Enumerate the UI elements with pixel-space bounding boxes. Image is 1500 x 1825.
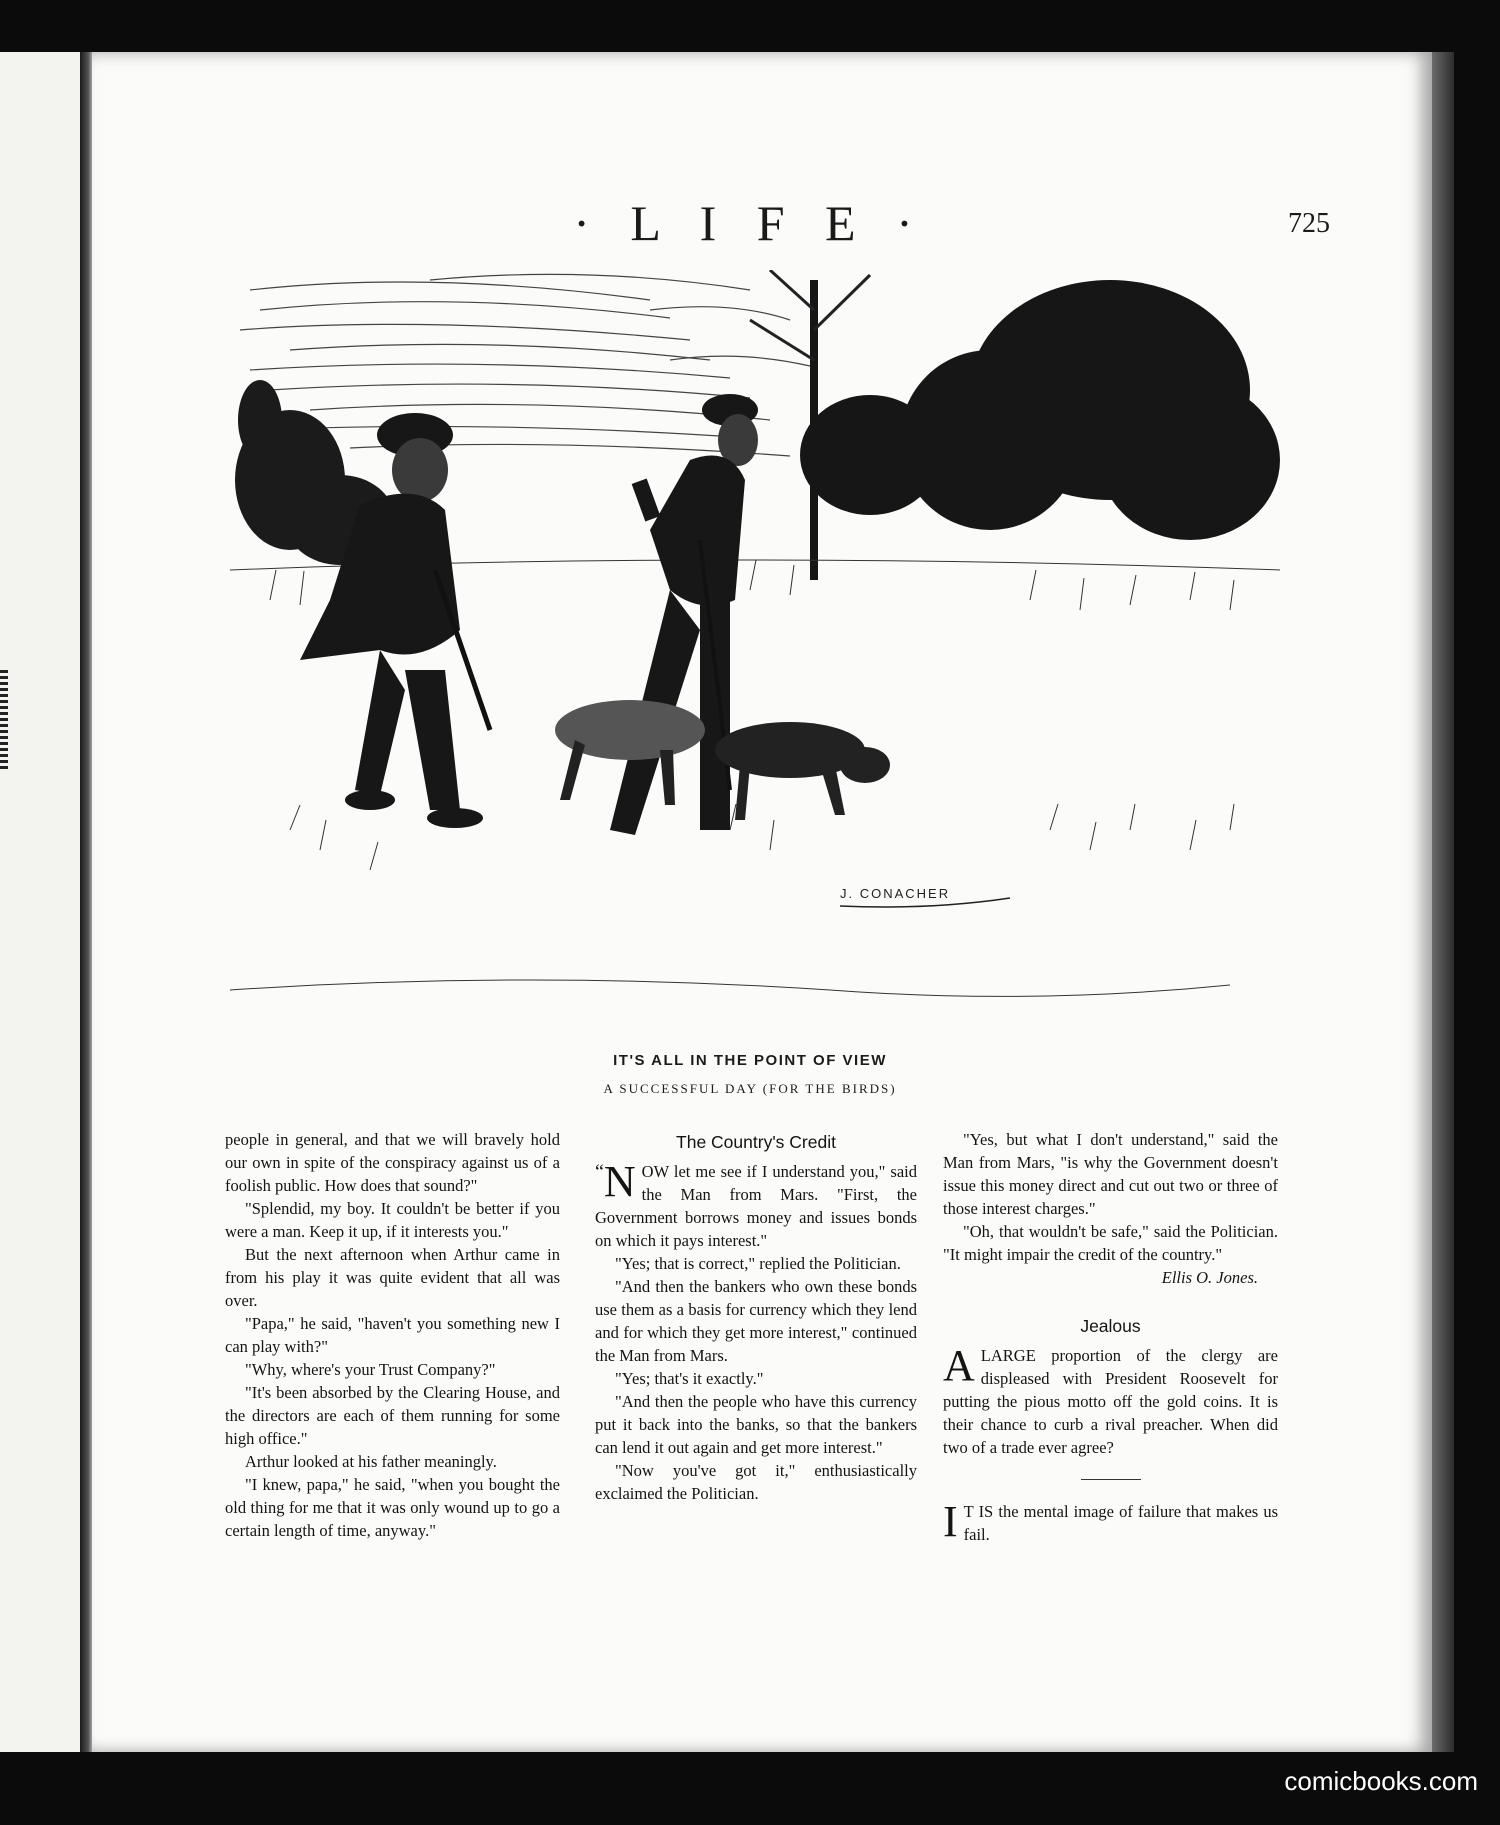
facing-page-marks: [0, 670, 8, 770]
dropcap: A: [943, 1341, 975, 1390]
right-trees: [800, 280, 1280, 580]
paragraph: "Yes; that is correct," replied the Politician.: [615, 1254, 901, 1273]
article-column-3: [943, 1128, 1278, 1546]
facing-page-edge: [0, 52, 80, 1752]
paragraph: But the next afternoon when Arthur came in from his play it was quite evident that all was over.: [225, 1245, 560, 1310]
paragraph: "Yes; that's it exactly.": [615, 1369, 764, 1388]
paragraph: "Yes, but what I don't understand," said the Man from Mars, "is why the Government doesn't issue this money direct and cut out two or three of those interest charges.": [943, 1130, 1278, 1218]
paragraph: "Why, where's your Trust Company?": [245, 1360, 496, 1379]
paragraph: "Oh, that wouldn't be safe," said the Politician. "It might impair the credit of the country.": [943, 1222, 1278, 1264]
hunting-illustration: [230, 270, 1280, 1030]
article-column-1: [225, 1128, 560, 1542]
paragraph: "And then the people who have this currency put it back into the banks, so that the bankers can lend it out again and get more interest.": [595, 1392, 917, 1457]
paragraph: "Splendid, my boy. It couldn't be better if you were a man. Keep it up, if it interests you.": [225, 1199, 560, 1241]
dropcap: N: [603, 1157, 636, 1206]
site-watermark: comicbooks.com: [1284, 1766, 1478, 1796]
paragraph: "It's been absorbed by the Clearing House, and the directors are each of them running for some high office.": [225, 1383, 560, 1448]
paragraph-with-dropcap: ALARGE proportion of the clergy are displeased with President Roosevelt for putting the pious motto off the gold coins. It is their chance to curb a rival preacher. When did two of a trade ever agree?: [943, 1341, 1278, 1457]
article-column-2: [595, 1128, 917, 1505]
page-edge-shadow: [1432, 52, 1454, 1752]
caption-title: IT'S ALL IN THE POINT OF VIEW: [613, 1052, 887, 1069]
artist-signature: J. CONACHER: [840, 886, 951, 901]
masthead-title: · L I F E ·: [573, 195, 927, 251]
caption-subtitle: A SUCCESSFUL DAY (FOR THE BIRDS): [603, 1081, 897, 1096]
paragraph: "I knew, papa," he said, "when you bought the old thing for me that it was only wound up to go a certain length of time, anyway.": [225, 1475, 560, 1540]
paragraph: "Papa," he said, "haven't you something new I can play with?": [225, 1314, 560, 1356]
paragraph-with-dropcap: “ N OW let me see if I understand you," said the Man from Mars. "First, the Government borrows money and issues bonds on which it pays interest.": [595, 1157, 917, 1250]
paragraph: "Now you've got it," enthusiastically exclaimed the Politician.: [595, 1461, 917, 1503]
author-signature: Ellis O. Jones.: [1161, 1268, 1258, 1287]
paragraph: people in general, and that we will bravely hold our own in spite of the conspiracy against us of a foolish public. How does that sound?": [225, 1130, 560, 1195]
article-heading: The Country's Credit: [676, 1132, 836, 1152]
dropcap: I: [943, 1497, 958, 1546]
article-heading-jealous: Jealous: [1080, 1316, 1141, 1336]
section-divider: [1081, 1479, 1141, 1480]
paragraph-with-dropcap: I T IS the mental image of failure that makes us fail.: [943, 1497, 1278, 1546]
page-number: 725: [1288, 208, 1330, 239]
paragraph: Arthur looked at his father meaningly.: [245, 1452, 497, 1471]
paragraph: "And then the bankers who own these bonds use them as a basis for currency which they lend and for which they get more interest," continued the Man from Mars.: [595, 1277, 917, 1365]
